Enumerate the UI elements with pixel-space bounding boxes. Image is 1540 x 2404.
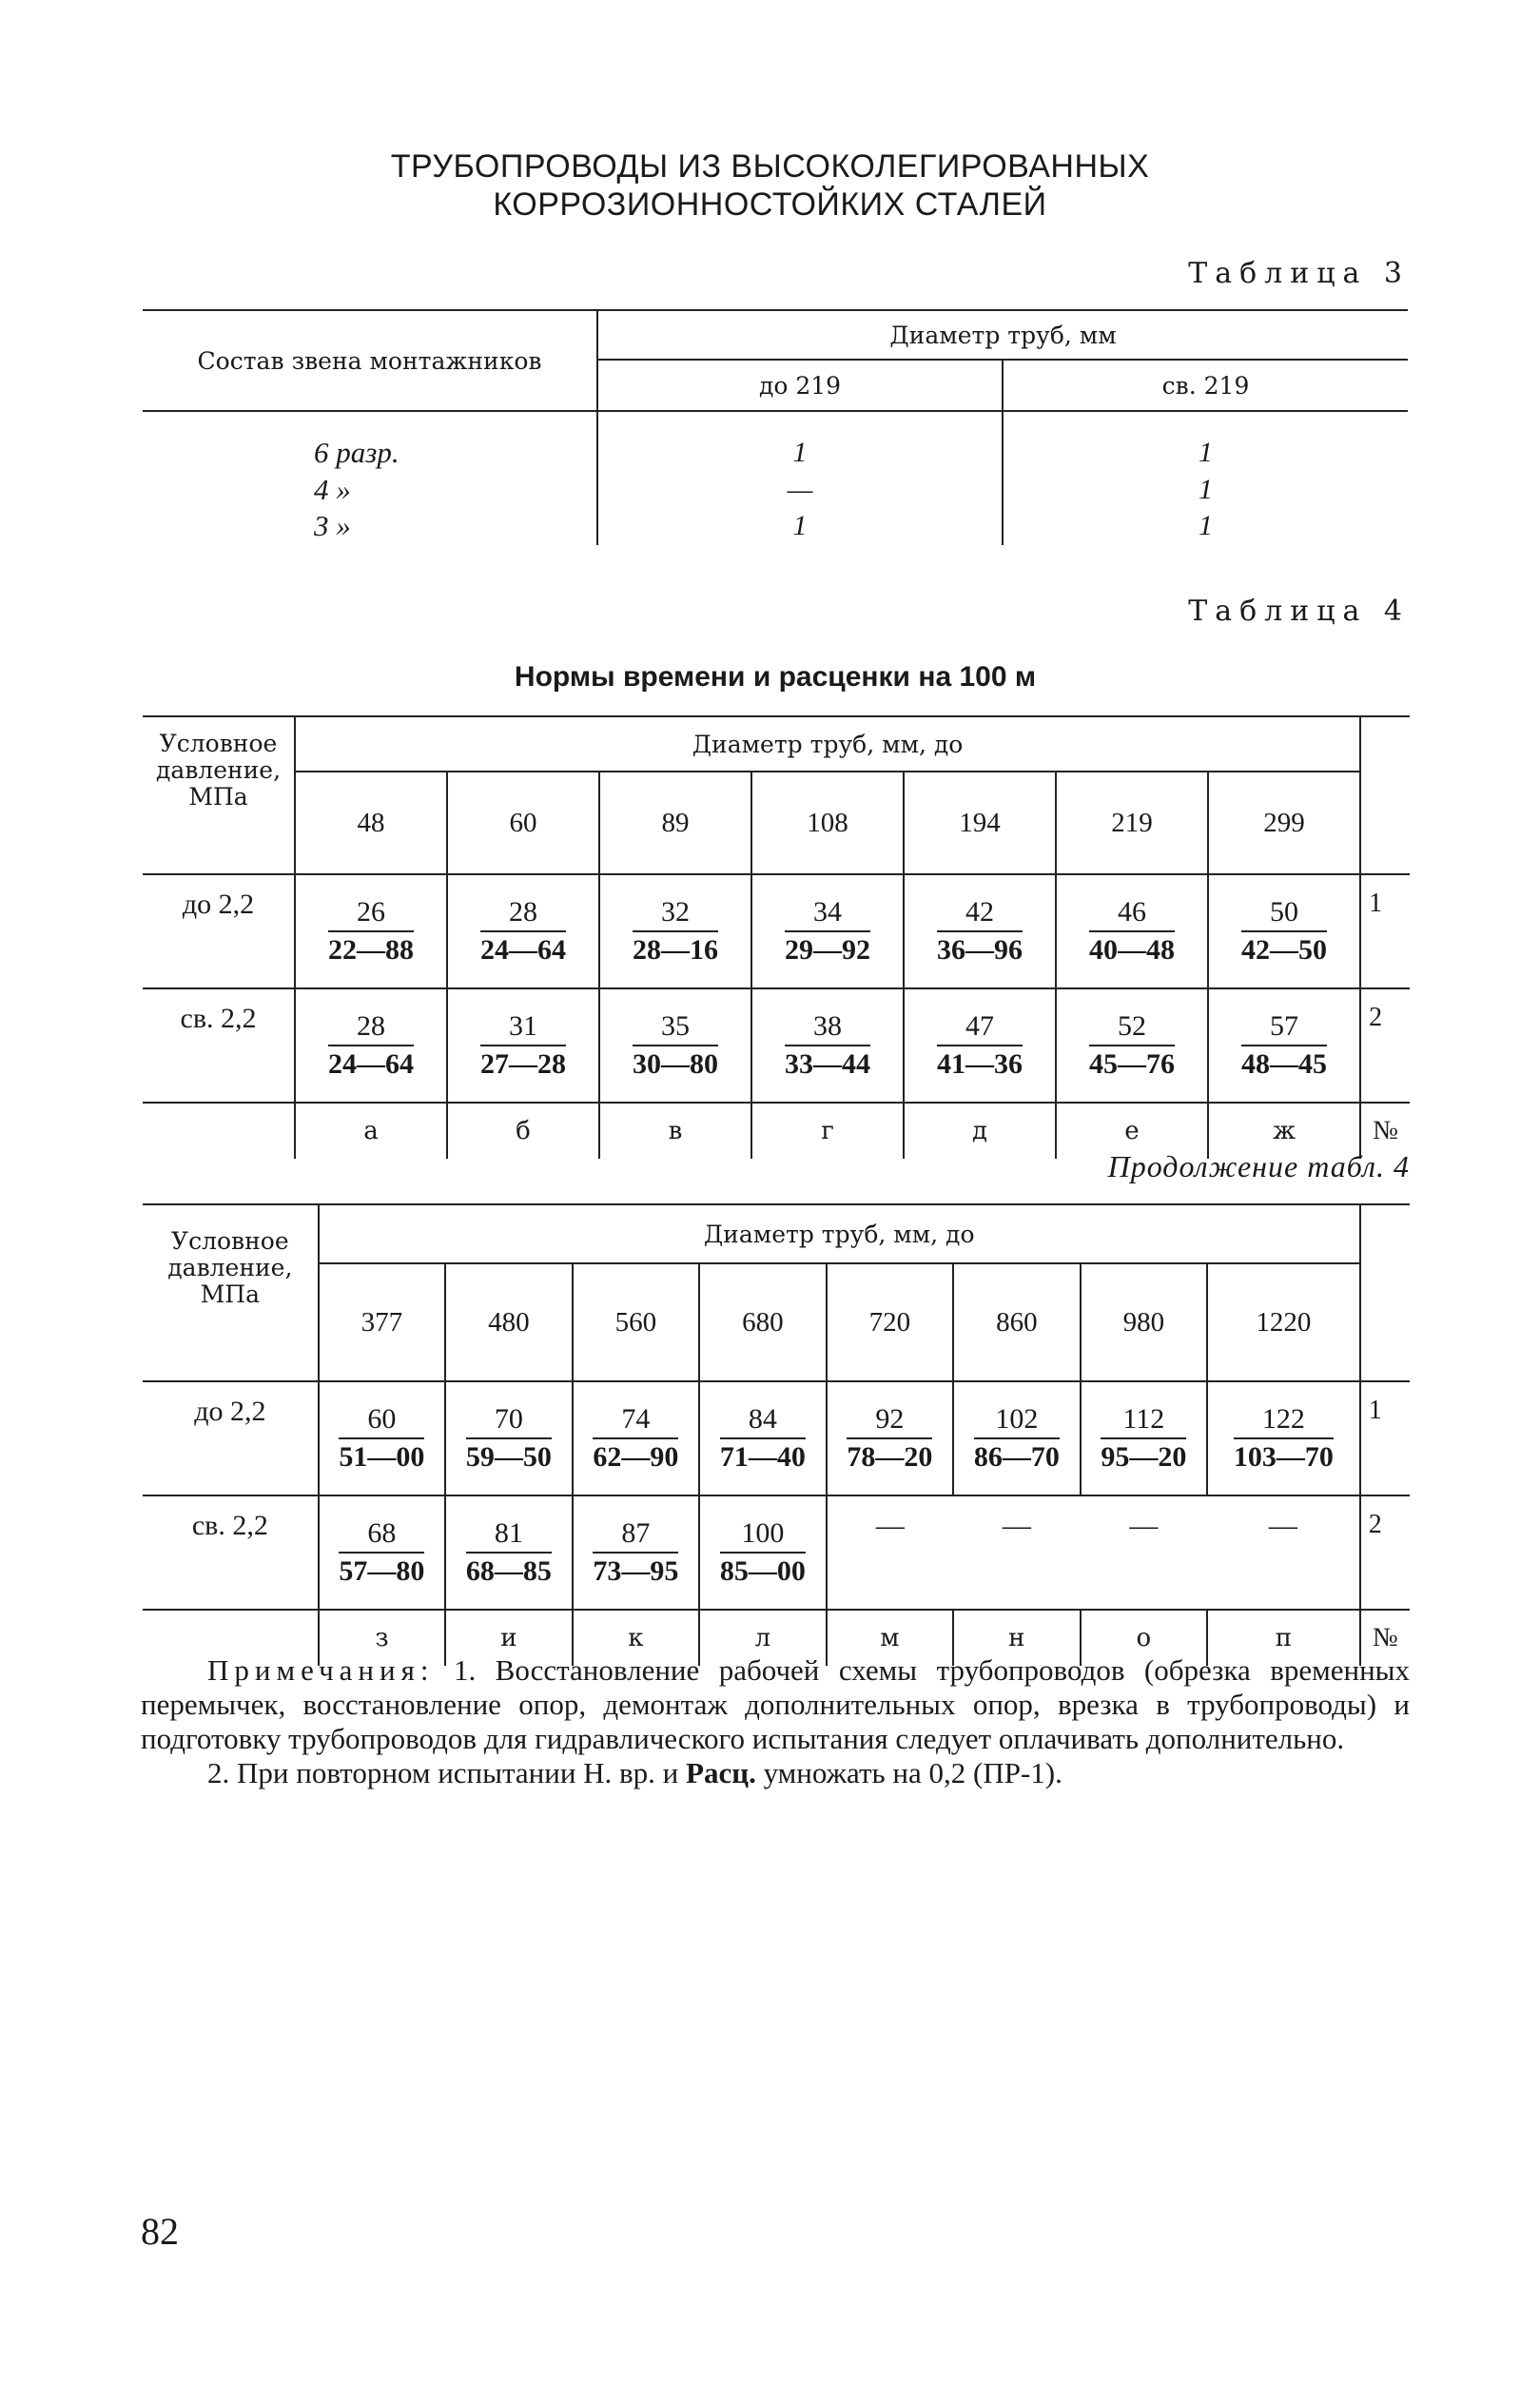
rate-cell: $\frac{47}{41—36}$	[937, 1010, 1023, 1080]
column-letter: о	[1081, 1610, 1207, 1666]
column-letter: ж	[1208, 1103, 1360, 1159]
column-letter: в	[599, 1103, 751, 1159]
rate-cell: $\frac{42}{36—96}$	[937, 896, 1023, 966]
pressure-row-2: св. 2,2	[143, 988, 295, 1103]
column-letter: б	[447, 1103, 599, 1159]
letter-row-spacer	[143, 1103, 295, 1159]
diam-header: Диаметр труб, мм, до	[319, 1204, 1360, 1263]
row-number: 1	[1360, 1381, 1410, 1495]
diam-377: 377	[319, 1263, 445, 1381]
rate-cell: $\frac{68}{57—80}$	[339, 1517, 425, 1587]
rate-cell: $\frac{35}{30—80}$	[633, 1010, 718, 1080]
table3	[143, 309, 1408, 545]
column-letter: г	[751, 1103, 904, 1159]
rate-cell: $\frac{87}{73—95}$	[593, 1517, 679, 1587]
rate-cell: $\frac{81}{68—85}$	[465, 1517, 552, 1587]
rate-cell: $\frac{26}{22—88}$	[328, 896, 414, 966]
row-number: 2	[1360, 1495, 1410, 1610]
rate-cell: $\frac{32}{28—16}$	[633, 896, 718, 966]
rate-cell: $\frac{70}{59—50}$	[465, 1403, 552, 1473]
table3-grade: 3 »	[143, 507, 597, 545]
num-col-header	[1360, 1204, 1410, 1381]
rate-cell: $\frac{92}{78—20}$	[847, 1403, 933, 1473]
column-letter: п	[1207, 1610, 1360, 1666]
table3-grade: 4 »	[143, 473, 597, 507]
no-sign: №	[1373, 1116, 1398, 1145]
table3-grade: 6 разр.	[143, 411, 597, 473]
rate-cell: $\frac{74}{62—90}$	[593, 1403, 679, 1473]
table4-part2	[143, 1203, 1410, 1666]
diam-680: 680	[699, 1263, 826, 1381]
diam-89: 89	[599, 772, 751, 874]
rate-cell: $\frac{52}{45—76}$	[1089, 1010, 1175, 1080]
empty-cell: —	[827, 1495, 953, 1610]
diam-48: 48	[295, 772, 447, 874]
rate-cell: $\frac{28}{24—64}$	[480, 896, 566, 966]
column-letter: л	[699, 1610, 826, 1666]
empty-cell: —	[953, 1495, 1080, 1610]
page-title-line1: ТРУБОПРОВОДЫ ИЗ ВЫСОКОЛЕГИРОВАННЫХ	[390, 148, 1150, 185]
diam-480: 480	[445, 1263, 572, 1381]
rate-cell: $\frac{122}{103—70}$	[1233, 1403, 1334, 1473]
diam-194: 194	[904, 772, 1056, 874]
rate-cell: $\frac{84}{71—40}$	[719, 1403, 806, 1473]
diam-1220: 1220	[1207, 1263, 1360, 1381]
column-letter: к	[573, 1610, 699, 1666]
pressure-header: Условное давление, МПа	[143, 716, 295, 874]
note-1: 1. Восстановление рабочей схемы трубопроводов (обрезка временных перемычек, восстановление опор, демонтаж дополнительных опор, врезка в трубопроводы) и подготовку трубопроводов для гидравлического испытания следует оплачивать дополнительно.	[141, 1653, 1410, 1755]
page-number: 82	[141, 2210, 179, 2253]
column-letter: м	[827, 1610, 953, 1666]
table3-over-header: св. 219	[1003, 360, 1408, 411]
diam-560: 560	[573, 1263, 699, 1381]
table3-cell: 1	[597, 507, 1003, 545]
notes-label: Примечания:	[207, 1653, 435, 1687]
empty-cell: —	[1081, 1495, 1207, 1610]
table3-cell: 1	[1199, 437, 1213, 468]
num-col-header	[1360, 716, 1410, 874]
rate-cell: $\frac{38}{33—44}$	[785, 1010, 870, 1080]
rate-cell: $\frac{46}{40—48}$	[1089, 896, 1175, 966]
pressure-header: Условное давление, МПа	[143, 1204, 319, 1381]
diam-60: 60	[447, 772, 599, 874]
rate-cell: $\frac{112}{95—20}$	[1101, 1403, 1187, 1473]
pressure-row-1: до 2,2	[143, 1381, 319, 1495]
rate-cell: $\frac{28}{24—64}$	[328, 1010, 414, 1080]
table3-cell: —	[597, 473, 1003, 507]
table4-label: Таблица 4	[1188, 595, 1410, 628]
column-letter: а	[295, 1103, 447, 1159]
table3-label: Таблица 3	[1188, 257, 1410, 290]
rate-cell: $\frac{34}{29—92}$	[785, 896, 870, 966]
table4-part1	[143, 715, 1410, 1159]
row-number: 2	[1360, 988, 1410, 1103]
column-letter: н	[953, 1610, 1080, 1666]
table3-diam-header: Диаметр труб, мм	[597, 310, 1408, 360]
rate-cell: $\frac{60}{51—00}$	[339, 1403, 425, 1473]
diam-header: Диаметр труб, мм, до	[295, 716, 1360, 772]
table3-cell: 1	[1199, 510, 1213, 541]
no-sign: №	[1372, 1623, 1398, 1652]
column-letter: и	[445, 1610, 572, 1666]
page-title-line2: КОРРОЗИОННОСТОЙКИХ СТАЛЕЙ	[493, 186, 1047, 223]
rate-cell: $\frac{102}{86—70}$	[973, 1403, 1060, 1473]
diam-219: 219	[1056, 772, 1208, 874]
diam-108: 108	[751, 772, 904, 874]
table3-cell: 1	[597, 411, 1003, 473]
table3-cell: 1	[1199, 474, 1213, 505]
rate-cell: $\frac{50}{42—50}$	[1241, 896, 1328, 966]
rate-cell: $\frac{57}{48—45}$	[1241, 1010, 1328, 1080]
diam-860: 860	[953, 1263, 1080, 1381]
pressure-row-2: св. 2,2	[143, 1495, 319, 1610]
rate-cell: $\frac{100}{85—00}$	[719, 1517, 806, 1587]
diam-720: 720	[827, 1263, 953, 1381]
column-letter: е	[1056, 1103, 1208, 1159]
column-letter: з	[319, 1610, 445, 1666]
diam-980: 980	[1081, 1263, 1207, 1381]
table3-upto-header: до 219	[597, 360, 1003, 411]
table4-subtitle: Нормы времени и расценки на 100 м	[514, 661, 1037, 693]
empty-cell: —	[1207, 1495, 1360, 1610]
rate-cell: $\frac{31}{27—28}$	[480, 1010, 566, 1080]
pressure-row-1: до 2,2	[143, 874, 295, 988]
note-2: 2. При повторном испытании Н. вр. и Расц. умножать на 0,2 (ПР-1).	[207, 1756, 1062, 1789]
diam-299: 299	[1208, 772, 1360, 874]
table3-crew-header: Состав звена монтажников	[143, 310, 597, 411]
column-letter: д	[904, 1103, 1056, 1159]
row-number: 1	[1360, 874, 1410, 988]
continuation-label: Продолжение табл. 4	[1107, 1149, 1410, 1183]
notes	[141, 1653, 1410, 1790]
